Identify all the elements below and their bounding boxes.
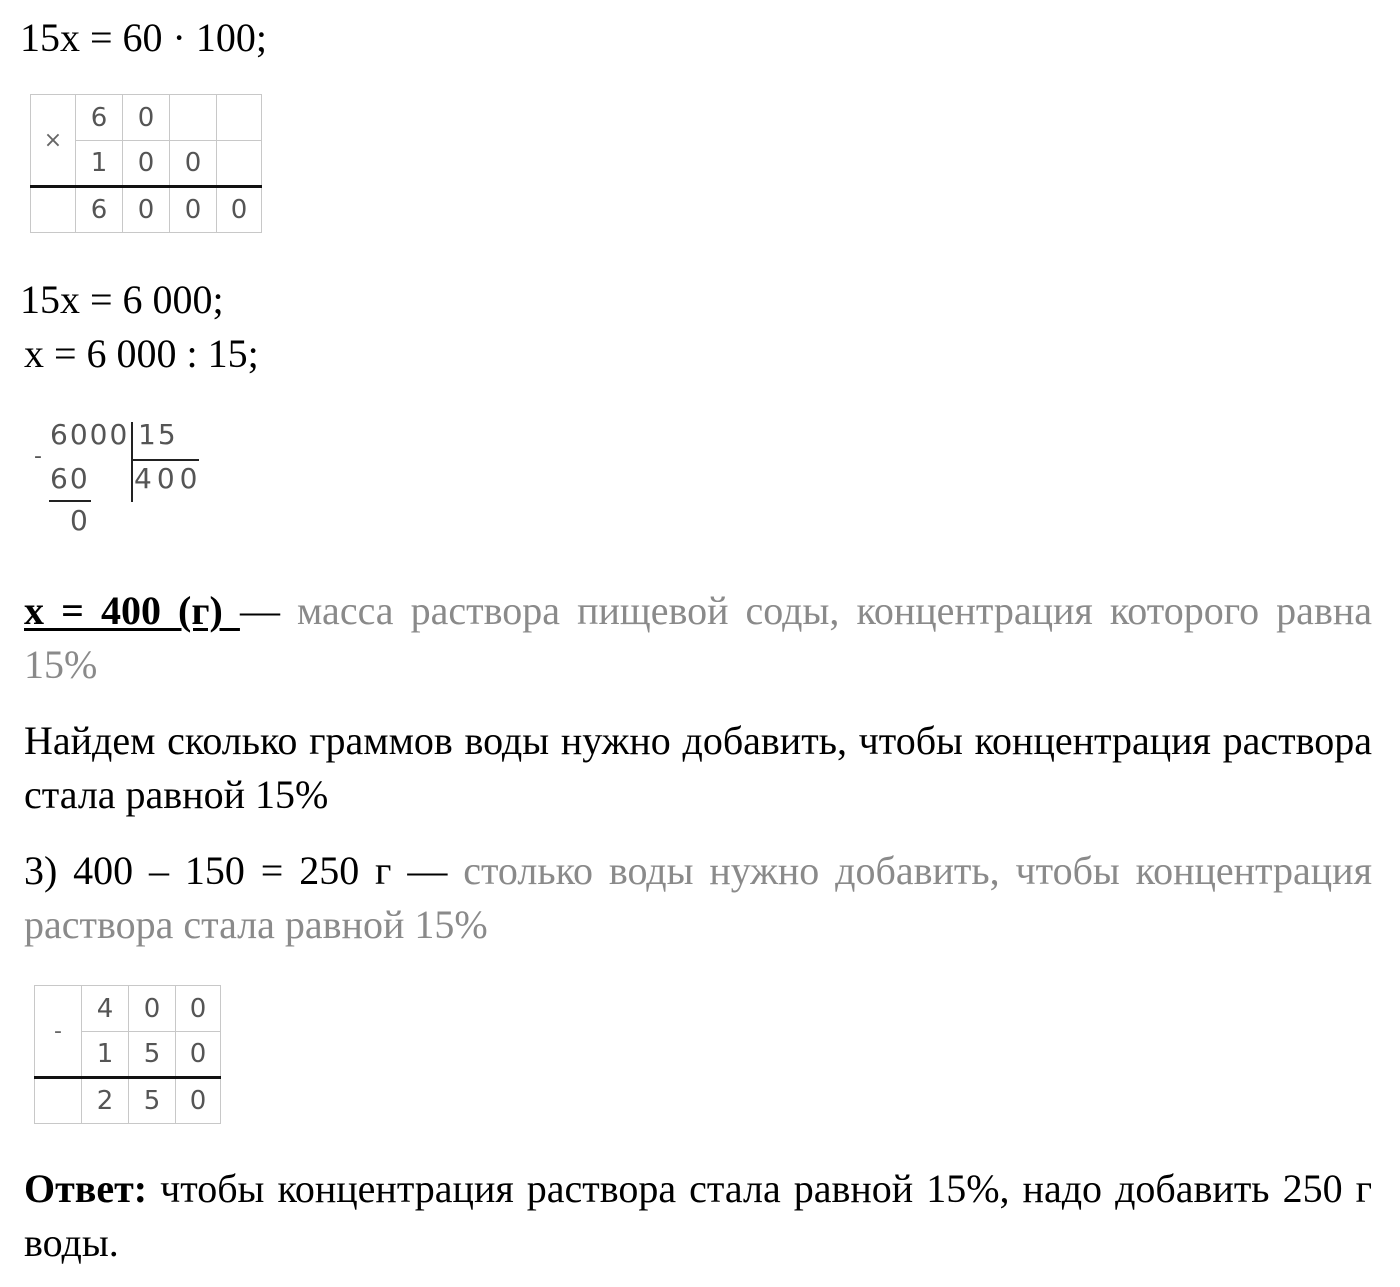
division-vertical-bar <box>131 422 133 502</box>
multiply-operator: × <box>31 95 76 187</box>
grid-cell: 0 <box>217 187 262 233</box>
grid-cell: 5 <box>129 1032 176 1078</box>
grid-cell: 0 <box>170 141 217 187</box>
grid-cell: 6 <box>76 95 123 141</box>
grid-cell <box>217 141 262 187</box>
grid-cell: 5 <box>129 1078 176 1124</box>
dividend: 6000 <box>50 418 130 451</box>
grid-cell <box>170 95 217 141</box>
answer-paragraph <box>24 1162 1372 1270</box>
step3-expression: 3) 400 – 150 = 250 г — <box>24 848 448 893</box>
grid-cell: 0 <box>123 95 170 141</box>
division-horizontal-bar <box>133 459 199 461</box>
subtrahend: 60 <box>50 462 90 495</box>
result-value: х = 400 (г) <box>24 588 240 633</box>
subtraction-bar <box>49 500 91 502</box>
grid-cell <box>217 95 262 141</box>
grid-cell: 1 <box>76 141 123 187</box>
answer-label: Ответ: <box>24 1166 148 1211</box>
long-division <box>30 418 230 548</box>
grid-cell: 6 <box>76 187 123 233</box>
division-minus: - <box>34 444 44 469</box>
answer-text: чтобы концентрация раствора стала равной 15%, надо добавить 250 г воды. <box>24 1166 1372 1265</box>
find-paragraph: Найдем сколько граммов воды нужно добавить, чтобы концентрация раствора стала равной 15% <box>24 718 1372 817</box>
step3-description: столько воды нужно добавить, чтобы концентрация раствора стала равной 15% <box>24 848 1372 947</box>
grid-cell: 1 <box>82 1032 129 1078</box>
grid-cell <box>35 1078 82 1124</box>
grid-cell: 0 <box>176 1032 221 1078</box>
equation-line-3: x = 6 000 : 15; <box>24 331 259 376</box>
grid-cell: 0 <box>129 986 176 1032</box>
result-dash: — <box>239 588 280 633</box>
grid-cell: 0 <box>123 141 170 187</box>
result-paragraph <box>24 584 1372 692</box>
grid-cell: 0 <box>176 1078 221 1124</box>
minus-operator: - <box>35 986 82 1078</box>
grid-cell: 0 <box>170 187 217 233</box>
grid-cell: 2 <box>82 1078 129 1124</box>
grid-cell: 4 <box>82 986 129 1032</box>
divisor: 15 <box>138 418 178 451</box>
grid-cell: 0 <box>123 187 170 233</box>
grid-cell: 0 <box>176 986 221 1032</box>
multiplication-table <box>30 94 262 233</box>
grid-cell <box>31 187 76 233</box>
subtraction-table <box>34 985 221 1124</box>
step3-paragraph <box>24 844 1372 952</box>
quotient: 400 <box>134 462 203 495</box>
equation-line-2: 15x = 6 000; <box>20 277 224 322</box>
equation-line-1: 15x = 60 · 100; <box>20 15 267 60</box>
remainder: 0 <box>70 504 90 537</box>
result-description: масса раствора пищевой соды, концентрация которого равна 15% <box>24 588 1372 687</box>
